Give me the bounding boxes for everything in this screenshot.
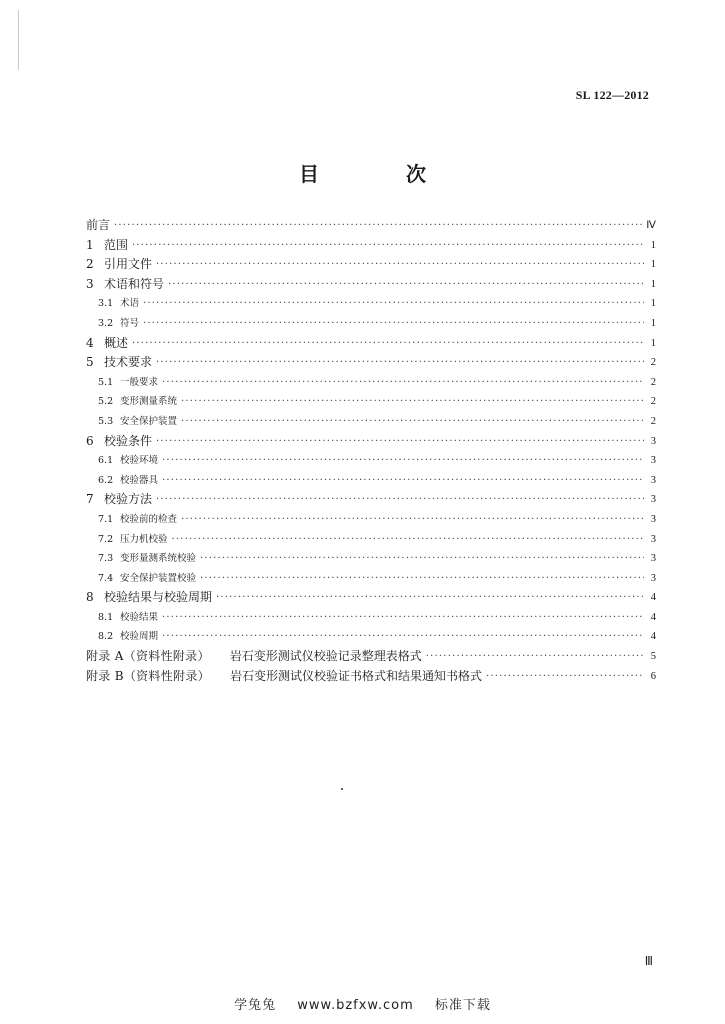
toc-entry-page: 3 — [650, 494, 656, 506]
toc-entry-number: 3.2 — [98, 317, 114, 329]
toc-entry-label: 引用文件 — [104, 257, 153, 272]
toc-leader-dots — [156, 432, 644, 452]
toc-leader-dots — [156, 255, 644, 275]
toc-entry-label: 校验器具 — [120, 474, 159, 486]
toc-entry-page: 1 — [650, 259, 656, 271]
toc-entry-label: 术语和符号 — [104, 276, 165, 291]
footer-watermark — [0, 994, 725, 1013]
toc-entry-label: 变形量测系统校验 — [120, 553, 197, 565]
toc-entry-label: 变形测量系统 — [120, 396, 178, 408]
toc-entry-page: 4 — [650, 631, 656, 643]
toc-entry-number: 5.1 — [98, 376, 114, 388]
toc-entry-page: 3 — [650, 513, 656, 525]
toc-leader-dots — [200, 569, 644, 589]
toc-entry-number: 5 — [86, 355, 94, 370]
scan-speck — [341, 788, 343, 790]
toc-entry-page: 5 — [650, 651, 656, 663]
toc-leader-dots — [162, 471, 644, 491]
toc-entry-label: 概述 — [104, 335, 129, 350]
toc-entry[interactable] — [86, 627, 656, 647]
toc-leader-dots — [156, 490, 644, 510]
toc-entry-page: 1 — [650, 337, 656, 349]
toc-entry[interactable] — [86, 530, 656, 550]
page-number: Ⅲ — [644, 954, 653, 968]
toc-entry[interactable] — [86, 608, 656, 628]
table-of-contents — [86, 216, 656, 686]
toc-entry-label: 校验结果与校验周期 — [104, 590, 213, 605]
toc-leader-dots — [143, 314, 644, 334]
toc-entry-page: 3 — [650, 435, 656, 447]
watermark-tagline: 标准下载 — [434, 998, 491, 1013]
appendix-title: 岩石变形测试仪校验证书格式和结果通知书格式 — [229, 668, 482, 683]
toc-entry-label: 范围 — [104, 237, 129, 252]
toc-entry-number: 7.3 — [98, 553, 114, 565]
toc-entry-number: 7 — [86, 492, 94, 507]
standard-code: SL 122—2012 — [575, 88, 649, 102]
toc-leader-dots — [162, 608, 644, 628]
toc-entry-number: 5.2 — [98, 396, 114, 408]
toc-entry[interactable] — [86, 314, 656, 334]
toc-entry-label: 校验条件 — [104, 433, 153, 448]
toc-leader-dots — [486, 667, 644, 687]
toc-entry-page: 4 — [650, 611, 656, 623]
toc-entry-page: 2 — [650, 357, 656, 369]
toc-leader-dots — [168, 275, 644, 295]
toc-entry-number: 2 — [86, 257, 94, 272]
toc-entry-page: 1 — [650, 298, 656, 310]
toc-entry-label: 安全保护装置校验 — [120, 572, 197, 584]
toc-entry-number: 3 — [86, 276, 94, 291]
toc-entry-number: 1 — [86, 237, 94, 252]
toc-entry[interactable] — [86, 588, 656, 608]
toc-entry-page: 1 — [650, 317, 656, 329]
toc-entry[interactable] — [86, 510, 656, 530]
toc-entry-number: 6 — [86, 433, 94, 448]
toc-entry-number: 4 — [86, 335, 94, 350]
toc-entry-number: 5.3 — [98, 415, 114, 427]
toc-entry[interactable] — [86, 275, 656, 295]
toc-entry-page: 6 — [650, 670, 656, 682]
toc-entry-number: 8 — [86, 590, 94, 605]
scan-edge-line — [18, 10, 19, 70]
toc-leader-dots — [162, 451, 644, 471]
toc-entry-label: 校验环境 — [120, 455, 159, 467]
toc-entry-page: 2 — [650, 376, 656, 388]
page-title: 目 次 — [299, 162, 466, 186]
toc-entry-number: 7.4 — [98, 572, 114, 584]
toc-entry-page: 3 — [650, 474, 656, 486]
toc-entry-label: 校验结果 — [120, 611, 159, 623]
toc-entry[interactable] — [86, 412, 656, 432]
toc-leader-dots — [143, 294, 644, 314]
toc-entry-number: 8.1 — [98, 611, 114, 623]
toc-leader-dots — [114, 216, 644, 236]
toc-entry-label: 技术要求 — [104, 355, 153, 370]
toc-leader-dots — [216, 588, 644, 608]
toc-entry-number: 6.2 — [98, 474, 114, 486]
toc-leader-dots — [181, 412, 644, 432]
toc-entry[interactable] — [86, 569, 656, 589]
toc-leader-dots — [172, 530, 644, 550]
toc-entry[interactable] — [86, 353, 656, 373]
toc-entry-label: 符号 — [120, 317, 140, 329]
toc-entry-label: 校验前的检查 — [120, 513, 178, 525]
toc-entry-number: 3.1 — [98, 298, 114, 310]
toc-entry-page: 3 — [650, 572, 656, 584]
toc-entry[interactable] — [86, 471, 656, 491]
toc-leader-dots — [162, 373, 644, 393]
toc-entry-label: 术语 — [120, 298, 140, 310]
toc-entry-number: 7.1 — [98, 513, 114, 525]
toc-entry-page: 1 — [650, 239, 656, 251]
toc-entry[interactable] — [86, 294, 656, 314]
toc-leader-dots — [426, 647, 644, 667]
toc-entry-label: 安全保护装置 — [120, 415, 178, 427]
toc-entry[interactable] — [86, 216, 656, 236]
toc-entry[interactable] — [86, 432, 656, 452]
appendix-title: 岩石变形测试仪校验记录整理表格式 — [229, 649, 422, 664]
toc-entry-page: 3 — [650, 533, 656, 545]
appendix-label: 附录 B（资料性附录） — [86, 668, 210, 683]
toc-entry-label: 校验方法 — [104, 492, 153, 507]
toc-leader-dots — [181, 510, 644, 530]
toc-entry-page: 2 — [650, 415, 656, 427]
watermark-site-name: 学兔兔 — [234, 998, 277, 1013]
toc-leader-dots — [156, 353, 644, 373]
toc-leader-dots — [132, 236, 644, 256]
toc-entry[interactable] — [86, 373, 656, 393]
toc-entry[interactable] — [86, 490, 656, 510]
toc-entry[interactable] — [86, 236, 656, 256]
toc-entry-page: 2 — [650, 396, 656, 408]
toc-entry-label: 校验周期 — [120, 631, 159, 643]
toc-entry-page: 1 — [650, 278, 656, 290]
toc-appendix-entry[interactable] — [86, 667, 656, 687]
toc-entry[interactable] — [86, 255, 656, 275]
toc-entry-number: 8.2 — [98, 631, 114, 643]
toc-entry-number: 6.1 — [98, 455, 114, 467]
toc-leader-dots — [200, 549, 644, 569]
toc-entry-page: 3 — [650, 553, 656, 565]
toc-entry-label: 前言 — [86, 218, 111, 232]
toc-entry-label: 一般要求 — [120, 376, 159, 388]
toc-appendix-entry[interactable] — [86, 647, 656, 667]
toc-leader-dots — [162, 627, 644, 647]
toc-entry[interactable] — [86, 334, 656, 354]
toc-leader-dots — [181, 392, 644, 412]
toc-entry-page: Ⅳ — [646, 220, 656, 231]
toc-entry[interactable] — [86, 549, 656, 569]
toc-leader-dots — [132, 334, 644, 354]
toc-entry-label: 压力机校验 — [120, 533, 168, 545]
toc-entry-number: 7.2 — [98, 533, 114, 545]
toc-entry[interactable] — [86, 392, 656, 412]
watermark-url[interactable]: www.bzfxw.com — [297, 998, 414, 1013]
toc-entry-page: 4 — [650, 592, 656, 604]
appendix-label: 附录 A（资料性附录） — [86, 649, 210, 664]
toc-entry[interactable] — [86, 451, 656, 471]
toc-entry-page: 3 — [650, 455, 656, 467]
